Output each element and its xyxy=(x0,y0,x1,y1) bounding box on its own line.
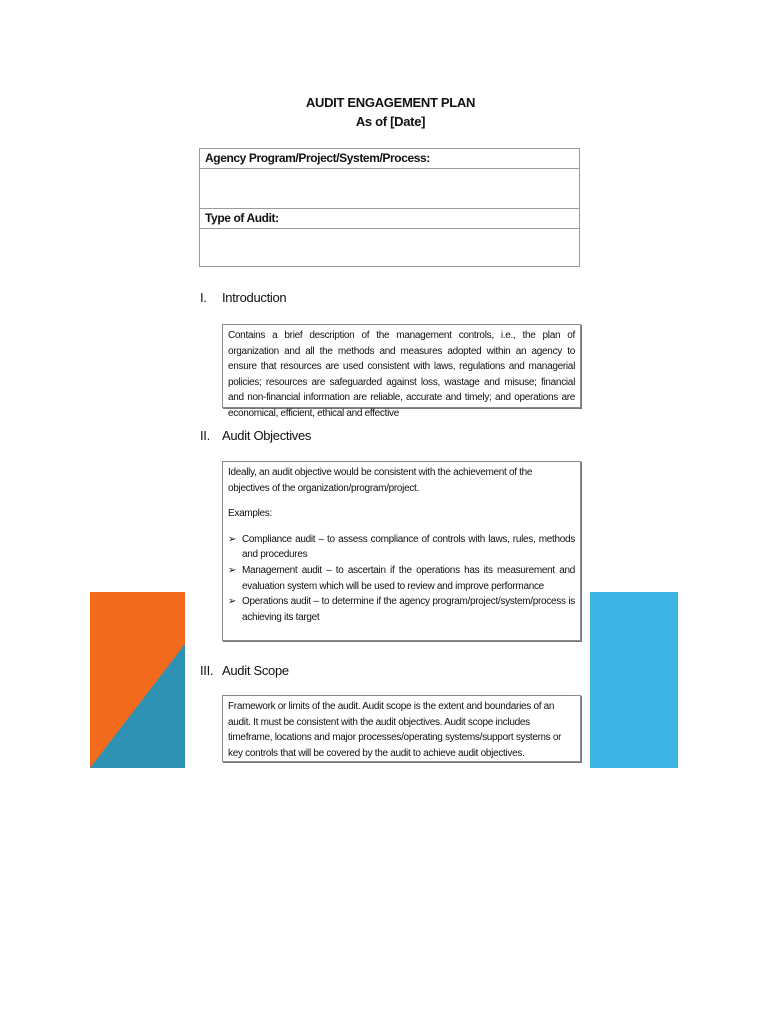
objectives-intro: Ideally, an audit objective would be consistent with the achievement of the objectives of the organization/program/project. xyxy=(228,467,533,494)
scope-text: Framework or limits of the audit. Audit scope is the extent and boundaries of an audit. It must be consistent with the audit objectives. Audit scope includes timeframe, locations and major processes/operating systems/support systems or key controls that will be covered by the audit to achieve audit objectives. xyxy=(228,701,562,759)
section-scope-heading xyxy=(200,663,289,678)
section-number: I. xyxy=(200,290,207,305)
audit-type-label: Type of Audit: xyxy=(200,209,579,229)
examples-label: Examples: xyxy=(228,508,272,520)
section-objectives-heading xyxy=(200,428,311,443)
info-table xyxy=(199,148,580,267)
example-text: Compliance audit – to assess compliance of controls with laws, rules, methods and procedures xyxy=(242,533,575,561)
section-title: Audit Scope xyxy=(222,663,289,678)
introduction-box xyxy=(222,324,581,419)
list-item xyxy=(228,532,575,563)
program-label: Agency Program/Project/System/Process: xyxy=(200,149,579,169)
section-title: Audit Objectives xyxy=(222,428,312,443)
program-field xyxy=(200,169,579,209)
section-introduction-heading xyxy=(200,290,286,305)
arrow-bullet-icon: ➢ xyxy=(228,564,237,576)
document-title: AUDIT ENGAGEMENT PLAN xyxy=(305,95,476,110)
section-number: III. xyxy=(200,663,214,678)
audit-type-field xyxy=(200,229,579,266)
example-text: Operations audit – to determine if the agency program/project/system/process is achieving its target xyxy=(242,596,575,623)
list-item xyxy=(228,563,575,594)
document-subtitle: As of [Date] xyxy=(355,114,426,129)
scope-box xyxy=(222,695,581,762)
examples-list xyxy=(228,532,575,626)
list-item xyxy=(228,594,575,625)
section-title: Introduction xyxy=(222,290,287,305)
arrow-bullet-icon: ➢ xyxy=(228,533,237,545)
objectives-box xyxy=(222,461,581,641)
example-text: Management audit – to ascertain if the operations has its measurement and evaluation system which will be used to review and improve performance xyxy=(242,564,575,592)
introduction-text: Contains a brief description of the management controls, i.e., the plan of organization and all the methods and measures adopted within an agency to ensure that resources are used consistent with laws, regulations and managerial policies; resources are safeguarded against loss, wastage and misuse; financial and non-financial information are reliable, accurate and timely; and operations are economical, efficient, ethical and effective xyxy=(228,330,575,419)
arrow-bullet-icon: ➢ xyxy=(228,596,237,608)
section-number: II. xyxy=(200,428,210,443)
